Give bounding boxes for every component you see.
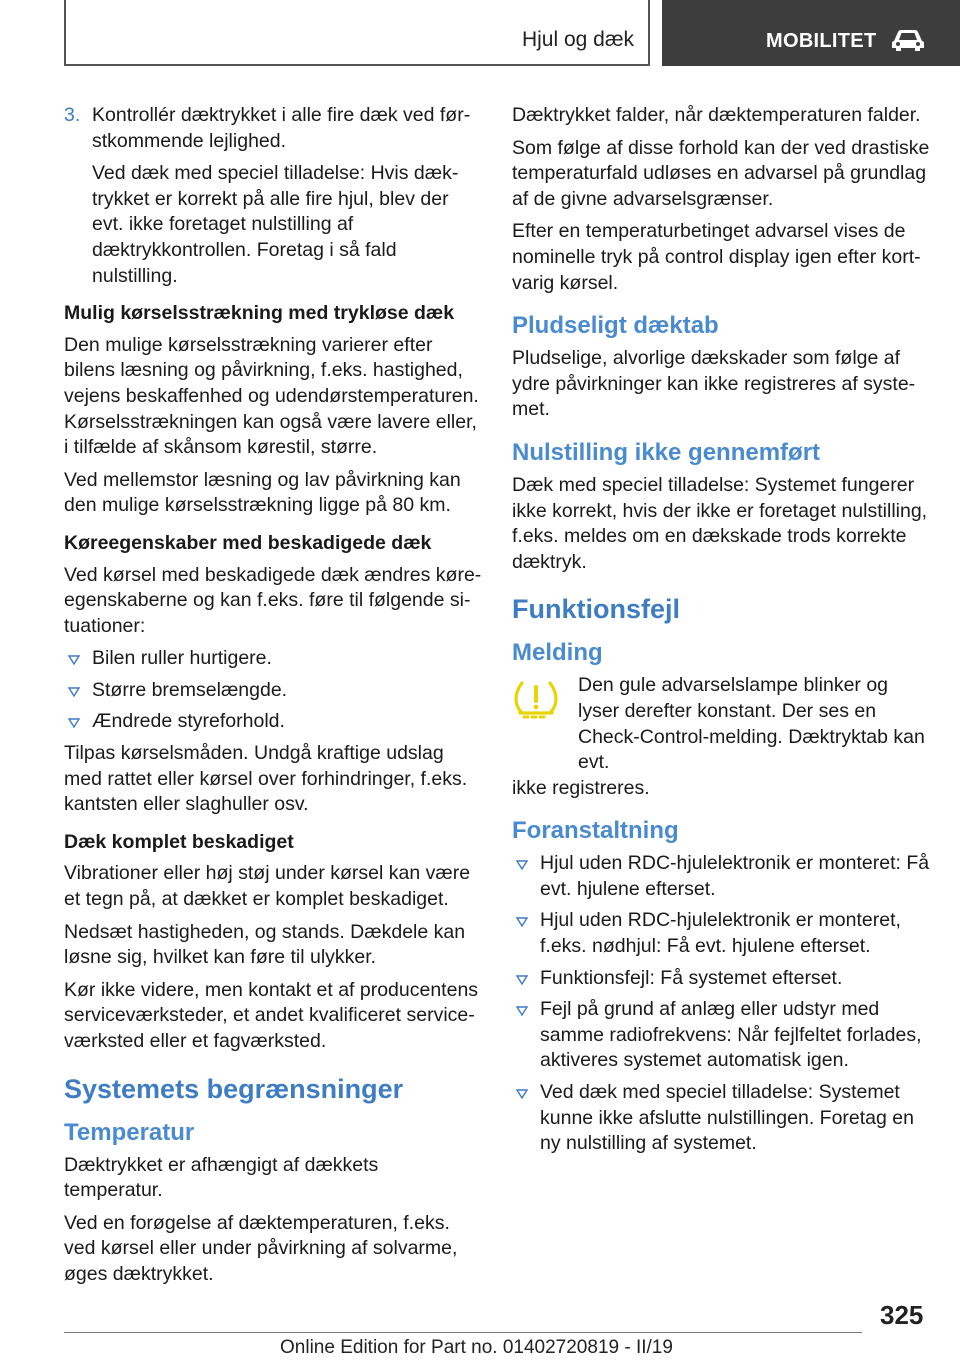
paragraph: ikke registreres. <box>512 776 650 799</box>
car-icon <box>890 28 926 52</box>
paragraph: Dæk med speciel tilladelse: Systemet fungerer ikke korrekt, hvis der ikke er foretaget nulstilling, f.eks. meldes om en dækskade trods korrekte dæktryk. <box>512 473 928 573</box>
warning-message-block <box>512 673 930 775</box>
section-tab <box>662 0 960 66</box>
paragraph: Efter en temperaturbetinget advarsel vises de nominelle tryk på control display igen efter kortvarig kørsel. <box>512 220 921 294</box>
step-3-text: Kontrollér dæktrykket i alle fire dæk ved førstkommende lejlighed. <box>92 104 471 152</box>
subheading-koereegenskaber: Køreegenskaber med beskadigede dæk <box>64 531 432 554</box>
paragraph: Vibrationer eller høj støj under kørsel kan være et tegn på, at dækket er komplet beskadiget. <box>64 862 471 911</box>
paragraph: Nedsæt hastigheden, og stands. Dækdele kan løsne sig, hvilket kan føre til ulykker. <box>64 920 466 969</box>
subheading-mulig: Mulig kørselsstrækning med trykløse dæk <box>64 302 455 325</box>
paragraph: Den gule advarselslampe blinker og lyser derefter konstant. Der ses en Check-Control-melding. Dæktryktab kan evt. <box>578 674 925 774</box>
list-item: Hjul uden RDC-hjulelektronik er monteret: Få evt. hjulene efterset. <box>512 851 930 902</box>
step-number: 3. <box>64 104 81 126</box>
paragraph: Ved en forøgelse af dæktemperaturen, f.eks. ved kørsel eller under påvirkning af solvarme, øges dæktrykket. <box>64 1211 458 1285</box>
paragraph: Kør ikke videre, men kontakt et af producentens serviceværksteder, et andet kvalificeret serviceværksted eller et fagværksted. <box>64 978 479 1052</box>
heading-foranstaltning: Foranstaltning <box>512 817 679 845</box>
paragraph: Ved kørsel med beskadigede dæk ændres køreegenskaberne og kan f.eks. føre til følgende situationer: <box>64 563 482 637</box>
triangle-bullet-icon <box>516 975 528 985</box>
tire-pressure-warning-icon <box>512 677 560 721</box>
triangle-bullet-icon <box>516 917 528 927</box>
footer-divider <box>64 1332 862 1333</box>
list-item: Ved dæk med speciel tilladelse: Systemet kunne ikke afslutte nulstillingen. Foretag en ny nulstilling af systemet. <box>512 1080 930 1157</box>
paragraph: Den mulige kørselsstrækning varierer efter bilens læsning og påvirkning, f.eks. hastighed, vejens beskaffenhed og udendørstemperaturen. Kørselsstrækningen kan også være lavere eller, i tilfælde af skånsom kørestil, større. <box>64 333 479 459</box>
edition-footer: Online Edition for Part no. 01402720819 - II/19 <box>280 1337 673 1358</box>
heading-nulstilling: Nulstilling ikke gennemført <box>512 438 821 466</box>
chapter-title: Hjul og dæk <box>521 28 634 51</box>
paragraph: Dæktrykket er afhængigt af dækkets temperatur. <box>64 1153 379 1202</box>
list-item: Funktionsfejl: Få systemet efterset. <box>512 966 930 992</box>
triangle-bullet-icon <box>68 687 80 697</box>
triangle-bullet-icon <box>516 1089 528 1099</box>
paragraph: Tilpas kørselsmåden. Undgå kraftige udslag med rattet eller kørsel over forhindringer, f.eks. kantsten eller slaghuller osv. <box>64 742 468 816</box>
page-number: 325 <box>880 1300 924 1330</box>
list-item: Bilen ruller hurtigere. <box>64 646 482 672</box>
list-item: Ændrede styreforhold. <box>64 709 482 735</box>
list-item: Større bremselængde. <box>64 678 482 704</box>
left-column <box>64 103 482 1295</box>
step-3-note: Ved dæk med speciel tilladelse: Hvis dæktrykket er korrekt på alle fire hjul, blev der evt. ikke foretaget nulstilling af dæktrykkontrollen. Foretag i så fald nulstilling. <box>92 162 459 287</box>
triangle-bullet-icon <box>68 718 80 728</box>
heading-pludseligt-daektab: Pludseligt dæktab <box>512 312 719 340</box>
section-tab-label: MOBILITET <box>766 30 877 52</box>
step-3 <box>64 103 482 289</box>
triangle-bullet-icon <box>68 655 80 665</box>
heading-systemets-begraensninger: Systemets begrænsninger <box>64 1073 404 1104</box>
paragraph: Ved mellemstor læsning og lav påvirkning kan den mulige kørselsstrækning ligge på 80 km. <box>64 468 461 517</box>
subheading-daek-beskadiget: Dæk komplet beskadiget <box>64 830 294 853</box>
triangle-bullet-icon <box>516 860 528 870</box>
paragraph: Pludselige, alvorlige dækskader som følge af ydre påvirkninger kan ikke registreres af systemet. <box>512 347 916 421</box>
paragraph: Som følge af disse forhold kan der ved drastiske temperaturfald udløses en advarsel på grundlag af de givne advarselsgrænser. <box>512 136 930 210</box>
paragraph: Dæktrykket falder, når dæktemperaturen falder. <box>512 104 921 126</box>
list-item: Fejl på grund af anlæg eller udstyr med samme radiofrekvens: Når fejlfeltet forlades, aktiveres systemet automatisk igen. <box>512 997 930 1074</box>
list-item: Hjul uden RDC-hjulelektronik er monteret, f.eks. nødhjul: Få evt. hjulene efterset. <box>512 908 930 959</box>
header-title-box <box>64 0 650 66</box>
triangle-bullet-icon <box>516 1006 528 1016</box>
page-header <box>0 0 960 66</box>
heading-melding: Melding <box>512 639 603 667</box>
heading-temperatur: Temperatur <box>64 1118 195 1146</box>
right-column <box>512 103 930 1163</box>
heading-funktionsfejl: Funktionsfejl <box>512 594 680 625</box>
